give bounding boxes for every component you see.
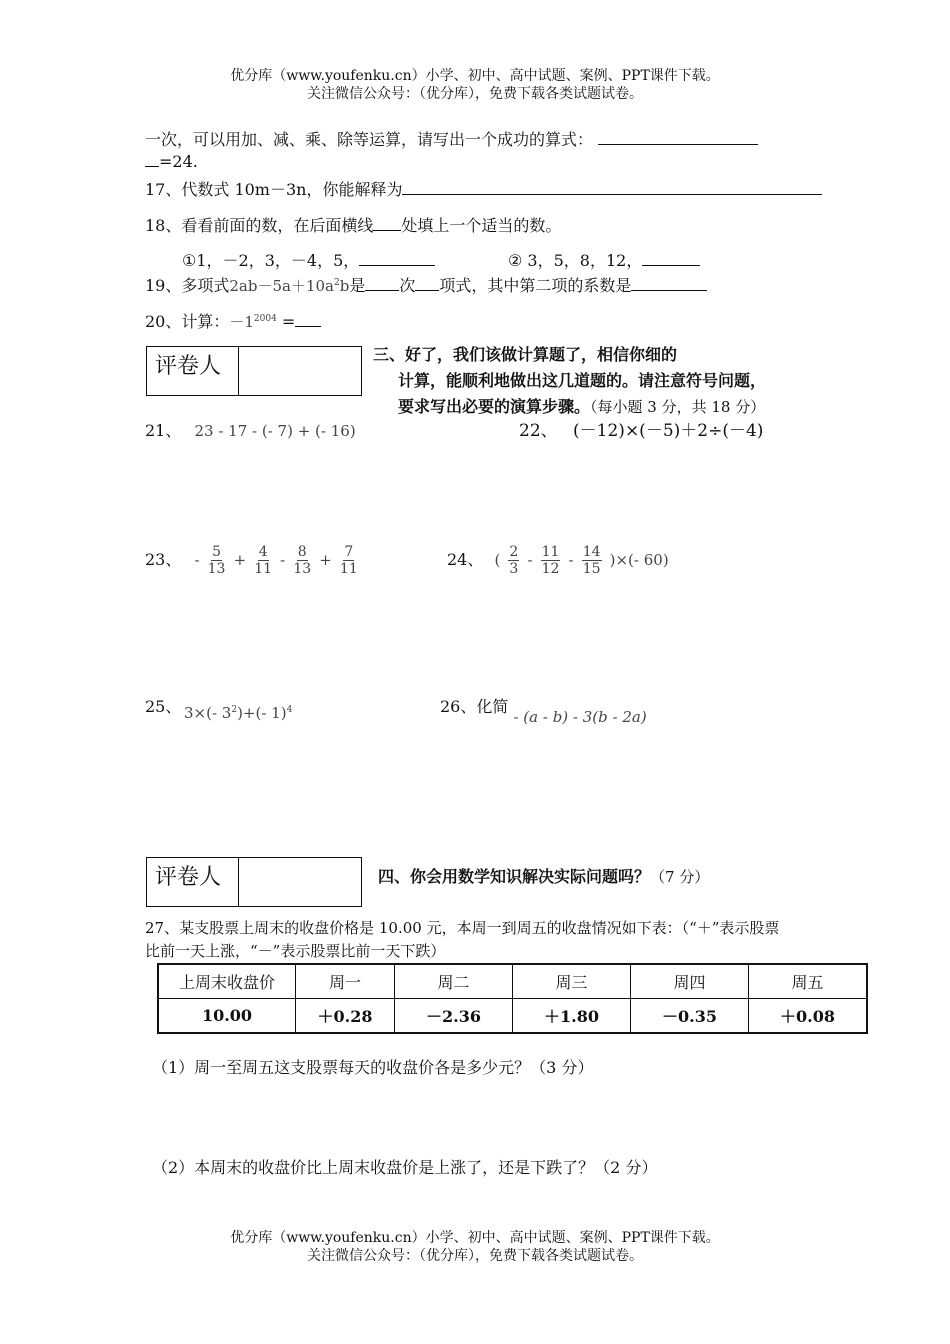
q21 — [145, 418, 356, 441]
q24-fraction-3 — [582, 544, 602, 577]
table-cell: ＋0.08 — [749, 999, 868, 1034]
section3-line-2: 计算，能顺利地做出这几道题的。请注意符号问题， — [398, 371, 767, 390]
q16-continuation — [145, 127, 758, 150]
q19-expression — [229, 277, 349, 295]
q23-fraction-1 — [208, 544, 226, 577]
section3-grader-box — [146, 346, 362, 396]
section4-points: （7 分） — [650, 868, 710, 886]
q22-label: 22、 — [519, 421, 558, 441]
q19-degree-blank[interactable] — [365, 290, 399, 291]
q25-label: 25、 — [145, 697, 182, 716]
q24-fraction-1-denominator: 3 — [509, 561, 519, 577]
q22-expression: (－12)×(－5)＋2÷(－4) — [573, 421, 764, 441]
q25-exponent-a: 2 — [231, 705, 238, 715]
q19-xiang: 项式，其中第二项的系数是 — [439, 276, 632, 295]
q24-close: )×(- 60) — [609, 551, 669, 569]
q16-answer-blank[interactable] — [598, 144, 758, 145]
q20-exponent: 2004 — [253, 314, 277, 324]
q25-expression — [184, 704, 292, 722]
q18-seq-2-text: ② 3，5，8，12， — [508, 251, 643, 270]
q23-fraction-2-numerator: 4 — [258, 544, 268, 560]
q16-tail-blank[interactable] — [145, 166, 159, 167]
q23-fraction-3 — [293, 544, 311, 577]
q27-sub-2: （2）本周末的收盘价比上周末收盘价是上涨了，还是下跌了？（2 分） — [152, 1158, 658, 1177]
q23-op-2: - — [280, 551, 286, 569]
q23-fraction-3-denominator: 13 — [293, 561, 312, 577]
q19-exponent: 2 — [333, 278, 340, 288]
table-header-cell: 周二 — [395, 964, 513, 999]
q19-terms-blank[interactable] — [415, 290, 439, 291]
q24-fraction-2-numerator: 11 — [541, 544, 560, 560]
q16-tail — [145, 152, 198, 171]
section4-title — [378, 864, 709, 890]
q23-op-1: + — [233, 551, 247, 569]
q20-expression — [229, 313, 276, 331]
q20-label: 20、计算： — [145, 312, 230, 331]
section4-title-text: 四、你会用数学知识解决实际问题吗？ — [378, 867, 651, 886]
q19-expr-a: 2ab－5a＋10a — [229, 277, 334, 295]
table-header-cell: 周一 — [296, 964, 395, 999]
table-header-cell: 周五 — [749, 964, 868, 999]
section3-grader-label: 评卷人 — [147, 347, 239, 395]
table-row — [158, 999, 867, 1034]
q19-expr-b: b — [339, 277, 350, 295]
q18-inline-blank — [373, 230, 401, 231]
footer-line-1: 优分库（www.youfenku.cn）小学、初中、高中试题、案例、PPT课件下载。 — [230, 1230, 720, 1246]
q27-sub-1: （1）周一至周五这支股票每天的收盘价各是多少元？（3 分） — [152, 1058, 594, 1077]
footer-line-2: 关注微信公众号：（优分库），免费下载各类试题试卷。 — [307, 1248, 643, 1264]
q23-fraction-2 — [254, 544, 272, 577]
q27-line-2: 比前一天上涨，“－”表示股票比前一天下跌） — [145, 942, 446, 960]
section4-grader-label: 评卷人 — [147, 858, 239, 906]
q26 — [440, 694, 647, 726]
q18 — [145, 213, 561, 236]
q24-label: 24、 — [447, 550, 484, 569]
section3-points: （每小题 3 分，共 18 分） — [590, 398, 766, 416]
q18-seq-1-text: ①1，－2，3，－4，5， — [182, 251, 360, 270]
table-header-cell: 周四 — [631, 964, 749, 999]
table-cell: －0.35 — [631, 999, 749, 1034]
q25-exponent-b: 4 — [286, 705, 293, 715]
q20-base: －1 — [229, 313, 254, 331]
q19 — [145, 273, 707, 296]
q23-label: 23、 — [145, 550, 182, 569]
table-header-row — [158, 964, 867, 999]
q19-label: 19、多项式 — [145, 276, 230, 295]
q24-fraction-3-numerator: 14 — [582, 544, 601, 560]
q23-fraction-4 — [340, 544, 358, 577]
q23-fraction-3-numerator: 8 — [297, 544, 307, 560]
header-line-1: 优分库（www.youfenku.cn）小学、初中、高中试题、案例、PPT课件下载。 — [230, 68, 720, 84]
q25-expr-b: )+(- 1) — [237, 704, 287, 722]
q24-fraction-2 — [541, 544, 561, 577]
q26-label: 26、化简 — [440, 697, 509, 716]
q24-fraction-2-denominator: 12 — [541, 561, 560, 577]
q23-fraction-2-denominator: 11 — [254, 561, 273, 577]
q18-seq-1-blank[interactable] — [359, 265, 435, 266]
q20-equals: = — [281, 312, 296, 331]
header-line-2: 关注微信公众号：（优分库），免费下载各类试题试卷。 — [307, 86, 643, 102]
q17-text: 17、代数式 10m－3n，你能解释为 — [145, 180, 403, 199]
q23-op-3: + — [319, 551, 332, 569]
q23-fraction-4-denominator: 11 — [339, 561, 358, 577]
q26-expression: - (a - b) - 3(b - 2a) — [513, 708, 647, 726]
table-cell: 10.00 — [158, 999, 296, 1034]
q20 — [145, 309, 321, 332]
q17 — [145, 177, 822, 200]
q19-is: 是 — [349, 276, 366, 295]
q20-answer-blank[interactable] — [295, 326, 321, 327]
q21-label: 21、 — [145, 421, 182, 440]
table-cell: －2.36 — [395, 999, 513, 1034]
q23-fraction-1-numerator: 5 — [212, 544, 222, 560]
q23-lead-sign: - — [194, 551, 200, 569]
section3-line-1: 三、好了，我们该做计算题了，相信你细的 — [373, 345, 678, 364]
q18-seq-1 — [182, 248, 435, 271]
stock-price-table — [157, 963, 868, 1034]
table-header-cell: 周三 — [513, 964, 631, 999]
q24-op-2: - — [568, 551, 574, 569]
q19-coefficient-blank[interactable] — [631, 290, 707, 291]
q16-tail-text: =24. — [159, 152, 198, 171]
q24-fraction-1-numerator: 2 — [509, 544, 519, 560]
q24-fraction-3-denominator: 15 — [582, 561, 601, 577]
q23-fraction-4-numerator: 7 — [344, 544, 354, 560]
q22 — [519, 416, 763, 441]
q23-fraction-1-denominator: 13 — [207, 561, 226, 577]
q21-expression: 23 - 17 - (- 7) + (- 16) — [194, 422, 356, 440]
q18-seq-2 — [508, 248, 700, 271]
section3-line-3-text: 要求写出必要的演算步骤。 — [398, 397, 591, 416]
q24-open-paren: ( — [494, 551, 501, 569]
q27-line-1: 27、某支股票上周末的收盘价格是 10.00 元，本周一到周五的收盘情况如下表：（“＋”表示股票 — [145, 919, 780, 937]
q24-op-1: - — [527, 551, 533, 569]
q17-answer-blank[interactable] — [402, 194, 822, 195]
q24-fraction-1 — [508, 544, 519, 577]
q19-ci: 次 — [399, 276, 416, 295]
q25-expr-a: 3×(- 3 — [184, 704, 232, 722]
table-header-cell: 上周末收盘价 — [158, 964, 296, 999]
table-cell: ＋1.80 — [513, 999, 631, 1034]
q24 — [447, 544, 670, 577]
section4-grader-box — [146, 857, 362, 907]
q18-text: 18、看看前面的数，在后面横线 — [145, 216, 374, 235]
q18-seq-2-blank[interactable] — [642, 265, 700, 266]
q16-text: 一次，可以用加、减、乘、除等运算，请写出一个成功的算式： — [145, 130, 594, 149]
table-cell: ＋0.28 — [296, 999, 395, 1034]
q18-text-2: 处填上一个适当的数。 — [401, 216, 562, 235]
q23 — [145, 544, 360, 577]
